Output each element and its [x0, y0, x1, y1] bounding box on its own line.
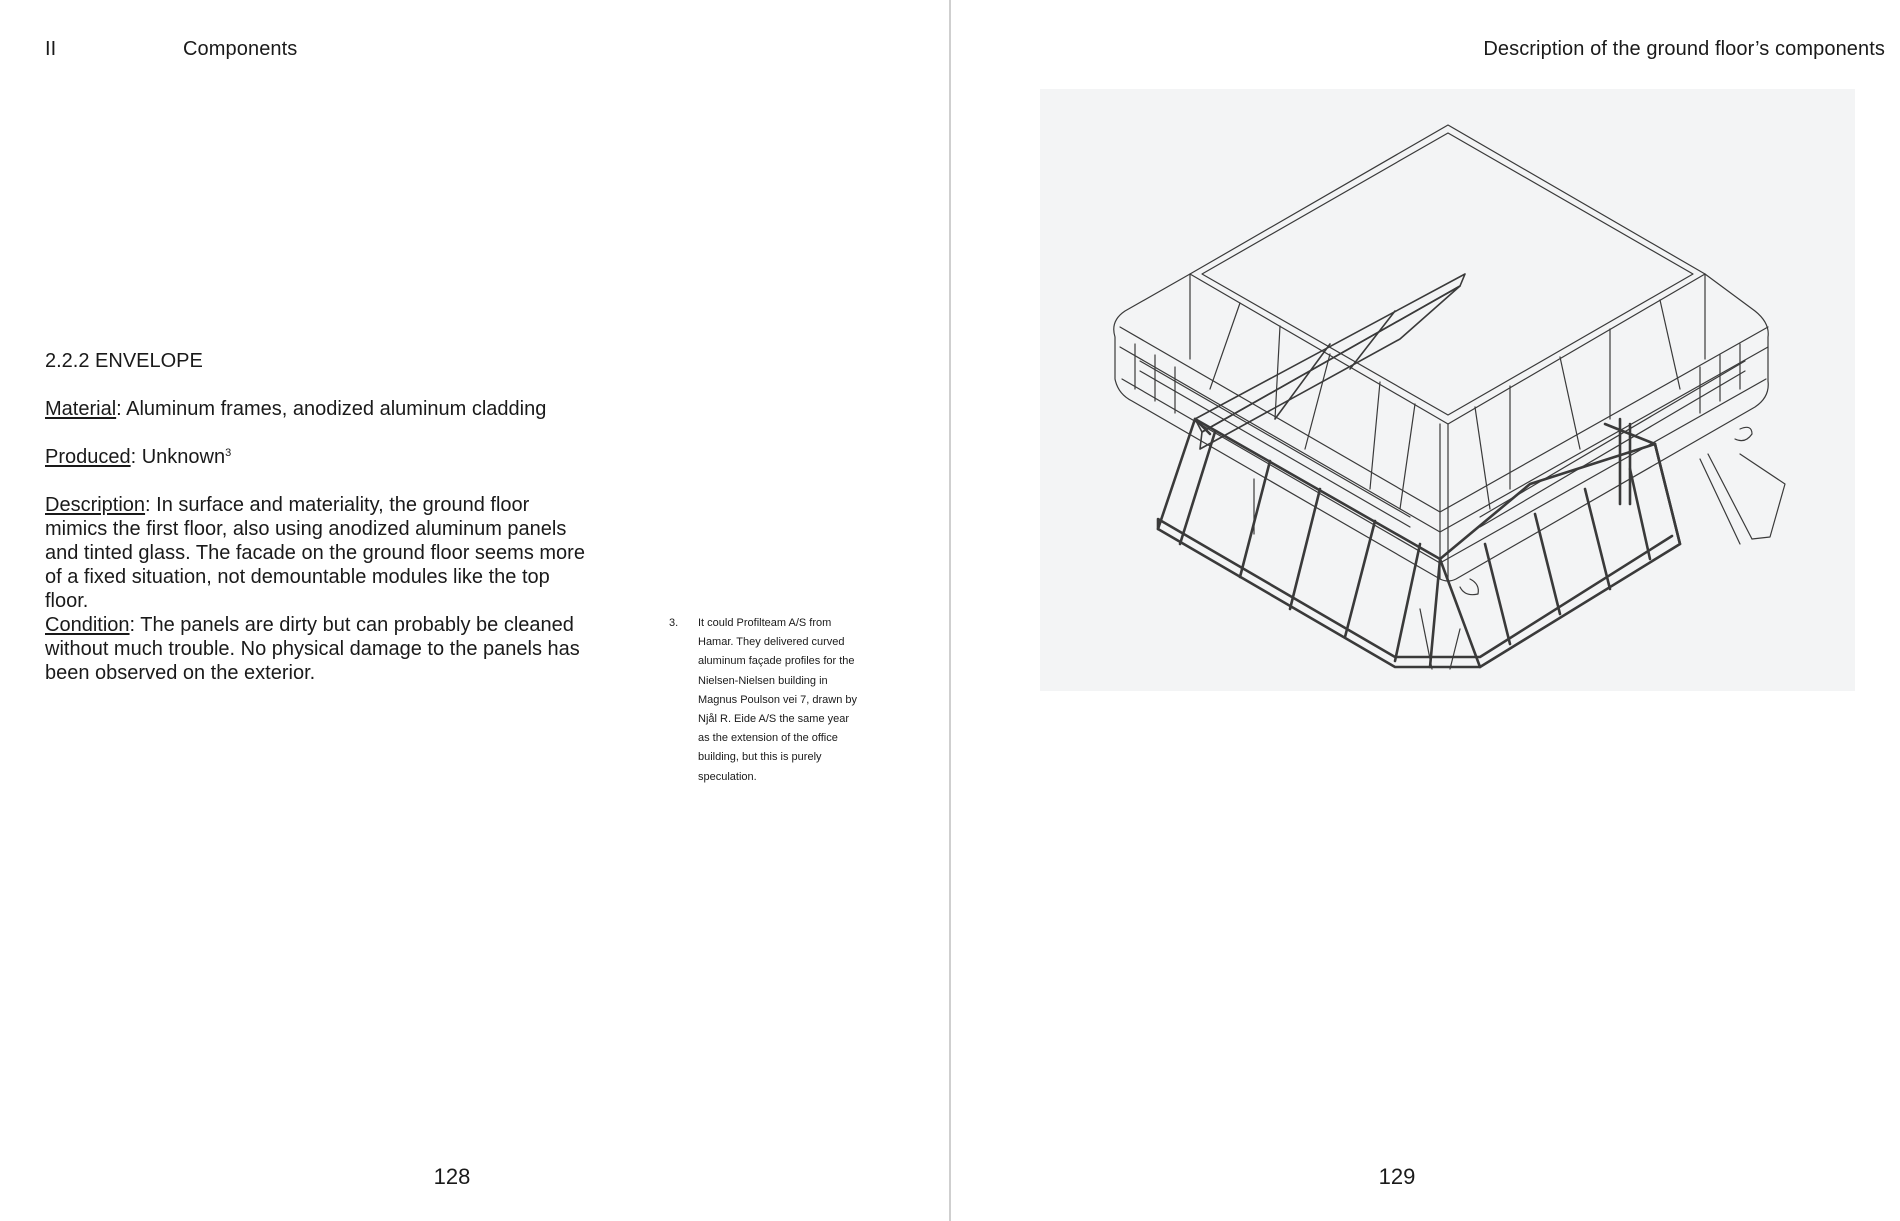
footnote-text: It could Profilteam A/S from Hamar. They delivered curved aluminum façade profiles for the Nielsen-Nielsen building in Magnus Poulson vei 7, drawn by Njål R. Eide A/S the same year as the extension of the office building, but this is purely speculation.	[698, 617, 857, 783]
description-text: : In surface and materiality, the ground floor mimics the first floor, also using anodized aluminum panels and tinted glass. The facade on the ground floor seems more of a fixed situation, not demountable modules like the top floor.	[45, 494, 585, 612]
running-head-right: Description of the ground floor’s components	[1483, 38, 1885, 60]
material-paragraph	[45, 397, 585, 421]
right-page	[951, 0, 1900, 1221]
material-text: : Aluminum frames, anodized aluminum cladding	[116, 398, 547, 420]
section-heading: 2.2.2 ENVELOPE	[45, 350, 203, 372]
produced-paragraph	[45, 445, 585, 469]
page-number-left: 128	[433, 1164, 471, 1189]
description-paragraph	[45, 493, 585, 613]
produced-text: : Unknown	[130, 446, 226, 468]
running-head-section-number: II	[45, 38, 57, 60]
condition-text: : The panels are dirty but can probably be cleaned without much trouble. No physical damage to the panels has been observed on the exterior.	[45, 614, 580, 684]
page-number-right: 129	[1378, 1164, 1416, 1189]
running-head-chapter-title: Components	[183, 38, 298, 60]
axonometric-drawing-icon	[1040, 89, 1855, 691]
footnote-number: 3.	[669, 617, 679, 629]
description-label: Description	[45, 494, 146, 516]
condition-paragraph	[45, 613, 585, 685]
material-label: Material	[45, 398, 117, 420]
condition-label: Condition	[45, 614, 130, 636]
produced-label: Produced	[45, 446, 131, 468]
footnote	[669, 614, 869, 787]
axonometric-drawing-figure	[1040, 89, 1855, 691]
footnote-reference: 3	[225, 447, 232, 459]
